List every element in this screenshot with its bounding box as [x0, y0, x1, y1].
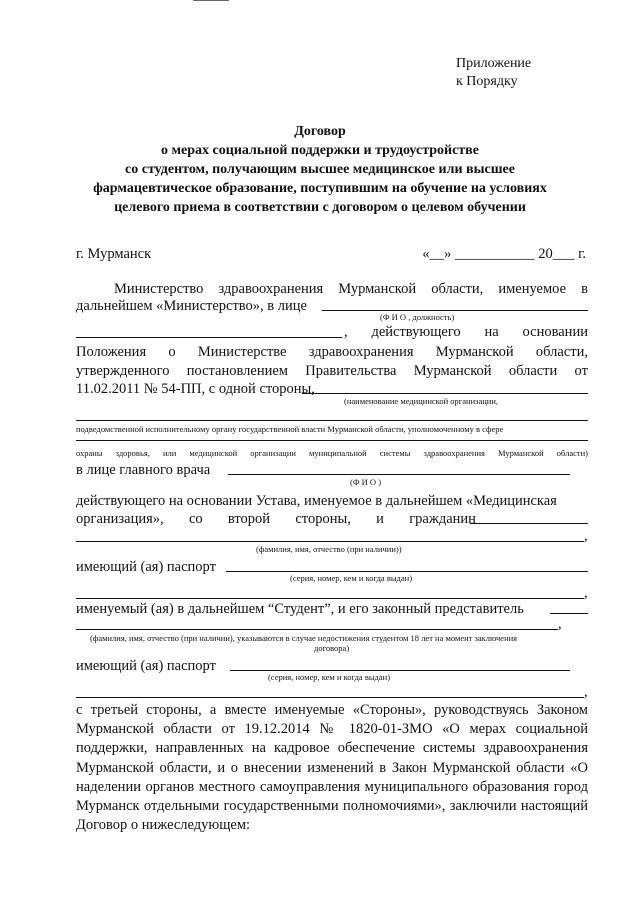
p1-line-2: дальнейшем «Министерство», в лице: [76, 298, 307, 314]
document-title: [60, 122, 580, 217]
p1-line-1: Министерство здравоохранения Мурманской области, именуемое в: [114, 281, 588, 297]
comma-2: ,: [584, 585, 588, 601]
passport2-row: имеющий (ая) паспорт: [76, 658, 216, 674]
top-mark: [193, 0, 229, 1]
p1-line-8: действующего на основании Устава, именуемое в дальнейшем «Медицинская: [76, 493, 557, 509]
caption-representative-2: договора): [314, 643, 350, 653]
caption-passport: (серия, номер, кем и когда выдан): [290, 573, 413, 583]
medical-org-blank-3[interactable]: [76, 440, 588, 441]
passport2-blank-2[interactable]: [76, 697, 584, 698]
comma-3: ,: [558, 616, 562, 632]
title-line: целевого приема в соответствии с договором о целевом обучении: [114, 200, 526, 215]
student-representative-row: именуемый (ая) в дальнейшем “Студент”, и его законный представитель: [76, 601, 524, 617]
title-line: со студентом, получающим высшее медицинское или высшее: [125, 162, 515, 177]
passport2-blank[interactable]: [230, 670, 570, 671]
p1-line-9: организация», со второй стороны, и гражданин: [76, 511, 476, 527]
comma-1: ,: [584, 528, 588, 544]
title-line: Договор: [294, 124, 346, 139]
representative-blank-2[interactable]: [76, 629, 558, 630]
passport-blank[interactable]: [226, 571, 588, 572]
p1-line-7: в лице главного врача: [76, 462, 211, 478]
p1-line-3: , действующего на основании: [344, 324, 588, 340]
passport-blank-2[interactable]: [76, 598, 584, 599]
contract-date: «__» ___________ 20___ г.: [422, 246, 586, 262]
caption-passport2: (серия, номер, кем и когда выдан): [268, 672, 391, 682]
caption-fullname: (фамилия, имя, отчество (при наличии)): [256, 544, 402, 554]
student-fullname-blank[interactable]: [76, 541, 584, 542]
caption-org-name: (наименование медицинской организации,: [344, 396, 499, 406]
place-date-row: [76, 245, 588, 263]
caption-representative-1: (фамилия, имя, отчество (при наличии), указываются в случае недостижения студентом 18 лет на момент заключения: [90, 633, 518, 643]
medical-org-blank-2[interactable]: [76, 420, 588, 421]
passport-row: имеющий (ая) паспорт: [76, 559, 216, 575]
appendix-line-1: Приложение: [456, 56, 532, 71]
caption-fio-position: (Ф И О , должность): [380, 312, 455, 322]
citizen-blank[interactable]: [470, 523, 588, 524]
title-line: о мерах социальной поддержки и трудоустройстве: [161, 143, 479, 158]
title-line: фармацевтическое образование, поступившим на обучение на условиях: [93, 181, 547, 196]
appendix-line-2: к Порядку: [456, 74, 518, 89]
p1-line-4: Положения о Министерстве здравоохранения Мурманской области,: [76, 344, 588, 360]
chief-doctor-blank[interactable]: [228, 474, 570, 475]
caption-subordination-1: подведомственной исполнительному органу государственной власти Мурманской области, уполномоченному в сфере: [76, 424, 504, 434]
caption-subordination-2: охраны здоровья, или медицинской организации муниципальной системы здравоохранения Мурманской области): [76, 448, 588, 458]
medical-org-blank[interactable]: [302, 393, 588, 394]
final-paragraph: с третьей стороны, а вместе именуемые «Стороны», руководствуясь Законом Мурманской области от 19.12.2014 № 1820-01-ЗМО «О мерах социальной поддержки, направленных на кадровое обеспечение системы здравоохранения Мурманской области, и о внесении изменений в Закон Мурманской области «О наделении органов местного самоуправления муниципального образования город Мурманск отдельными государственными полномочиями», заключили настоящий Договор о нижеследующем:: [76, 702, 588, 834]
ministry-representative-blank[interactable]: [322, 310, 588, 311]
caption-fio: (Ф И О ): [350, 477, 382, 487]
comma-4: ,: [584, 684, 588, 700]
representative-blank[interactable]: [550, 613, 588, 614]
p1-line-5: утвержденного постановлением Правительства Мурманской области от: [76, 363, 588, 379]
city: г. Мурманск: [76, 246, 152, 262]
p1-line-6: 11.02.2011 № 54-ПП, с одной стороны,: [76, 381, 315, 397]
blank-before-acting[interactable]: [76, 337, 342, 338]
appendix-header: [456, 55, 531, 91]
